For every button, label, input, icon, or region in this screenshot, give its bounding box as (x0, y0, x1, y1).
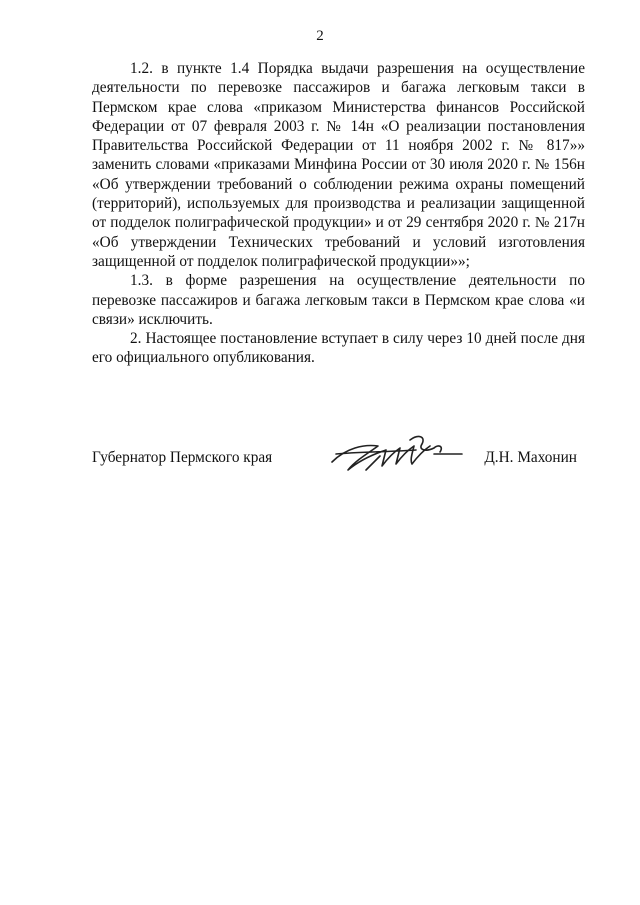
document-body (92, 59, 585, 368)
paragraph-1-2: 1.2. в пункте 1.4 Порядка выдачи разрешения на осуществление деятельности по перевозке пассажиров и багажа легковым такси в Пермском крае слова «приказом Министерства финансов Российской Федерации от 07 февраля 2003 г. № 14н «О реализации постановления Правительства Российской Федерации от 11 ноября 2002 г. № 817»» заменить словами «приказами Минфина России от 30 июля 2020 г. № 156н «Об утверждении требований о соблюдении режима охраны помещений (территорий), используемых для производства и реализации защищенной от подделок полиграфической продукции» и от 29 сентября 2020 г. № 217н «Об утверждении Технических требований и условий изготовления защищенной от подделок полиграфической продукции»»; (92, 60, 585, 270)
paragraph-1-3: 1.3. в форме разрешения на осуществление деятельности по перевозке пассажиров и багажа легковым такси в Пермском крае слова «и связи» исключить. (92, 272, 585, 328)
signer-title: Губернатор Пермского края (92, 449, 273, 466)
paragraph-2: 2. Настоящее постановление вступает в силу через 10 дней после дня его официального опубликования. (92, 330, 585, 367)
page-number: 2 (316, 28, 324, 44)
signature-block (92, 430, 585, 480)
handwritten-signature-icon (326, 430, 466, 478)
signer-name: Д.Н. Махонин (484, 449, 577, 466)
